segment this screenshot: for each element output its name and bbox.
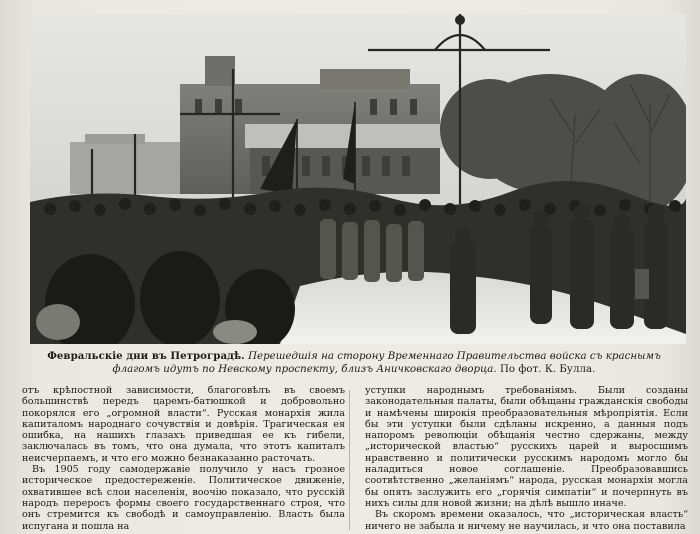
text-columns <box>22 385 688 530</box>
paragraph: Въ скоромъ времени оказалось, что „историческая власть“ ничего не забыла и ничему не научилась, и что она поставила <box>365 509 688 532</box>
caption-lead: Февральскiе дни въ Петроградѣ. <box>47 350 245 362</box>
paragraph: Въ 1905 году самодержавiе получило у насъ грозное историческое предостереженiе. Политическое движенiе, охватившее всѣ слои населенiя, воочiю показало, что русскiй народъ переросъ формы своего государственнаго строя, что онъ стремится къ свободѣ и самоуправленiю. Власть была испугана и пошла на <box>22 464 345 532</box>
paragraph: уступки народнымъ требованiямъ. Были созданы законодательныя палаты, были обѣщаны гражданскiя свободы и намѣчены широкiя преобразовательныя мѣропрiятiя. Если бы эти уступки были сдѣланы искренно, а данныя подъ напоромъ революцiи обѣщанiя честно сдержаны, между „исторической властью“ русскихъ царей и выросшимъ нравственно и политически русскимъ народомъ могло бы наладиться новое соглашенiе. Преобразовавшись соотвѣтственно „желанiямъ“ народа, русская монархiя могла бы опять заслужить его „горячiя симпатiи“ и почерпнуть въ нихъ силы для новой жизни; на дѣлѣ вышло иначе. <box>365 385 688 509</box>
paragraph: отъ крѣпостной зависимости, благоговѣлъ въ своемъ большинствѣ передъ царемъ-батюшкой и добровольно покорялся его „огромной власти“. Русская монархiя жила капиталомъ народнаго сочувствiя и довѣрiя. Трагическая ея ошибка, на нашихъ глазахъ приведшая ее къ гибели, заключалась въ томъ, что она думала, что этотъ капиталъ неисчерпаемъ, и что его можно безнаказанно расточать. <box>22 385 345 464</box>
right-column <box>365 385 688 530</box>
photograph <box>30 14 686 344</box>
photo-caption <box>22 350 686 376</box>
caption-body: Перешедшiя на сторону Временнаго Правительства войска съ краснымъ флагомъ идутъ по Невскому проспекту, близъ Аничковскаго дворца. <box>112 351 661 375</box>
left-column <box>22 385 345 530</box>
street-scene-photo <box>30 14 686 344</box>
caption-credit: По фот. К. Булла. <box>500 363 596 375</box>
